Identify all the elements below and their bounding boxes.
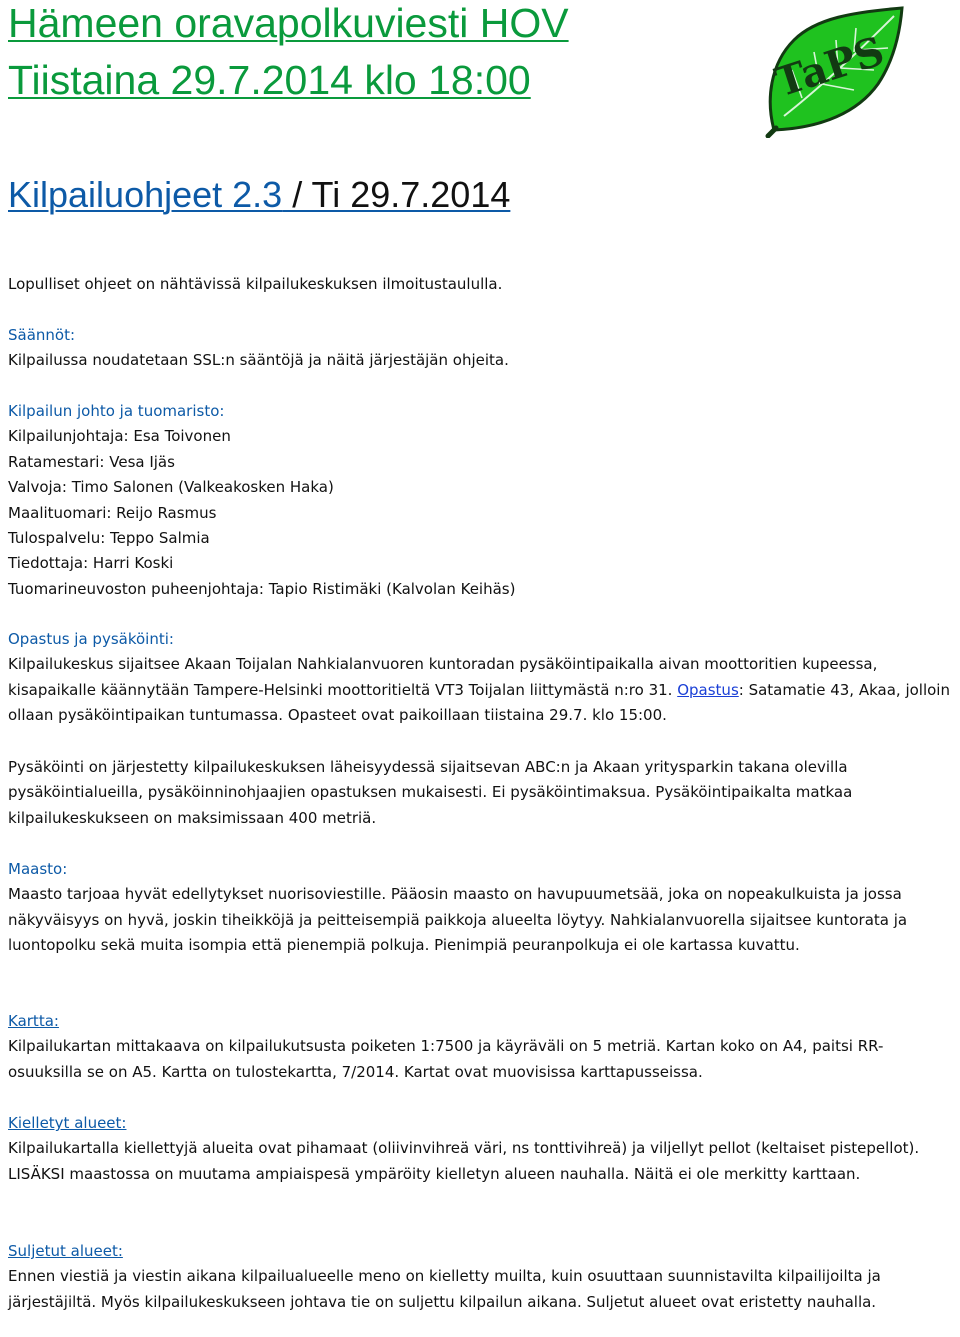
map-heading: Kartta: — [8, 1012, 59, 1030]
opastus-link[interactable]: Opastus — [677, 680, 739, 699]
official-item: Ratamestari: Vesa Ijäs — [8, 452, 175, 471]
closed-text: Ennen viestiä ja viestin aikana kilpailualueelle meno on kielletty muilta, kuin osuuttaan suunnistavilta kilpailijoilta ja järjestäjiltä. Myös kilpailukeskukseen johtava tie on suljettu kilpailun aikana. Suljetut alueet ovat eristetty nauhalla. — [8, 1267, 881, 1311]
closed-section — [8, 1239, 954, 1315]
rules-section — [8, 323, 954, 374]
guidance-section — [8, 627, 954, 729]
official-item: Tuomarineuvoston puheenjohtaja: Tapio Ristimäki (Kalvolan Keihäs) — [8, 579, 516, 598]
terrain-section — [8, 857, 954, 959]
map-section — [8, 1009, 954, 1085]
officials-heading: Kilpailun johto ja tuomaristo: — [8, 402, 225, 420]
rules-text: Kilpailussa noudatetaan SSL:n sääntöjä ja näitä järjestäjän ohjeita. — [8, 351, 509, 370]
official-item: Kilpailunjohtaja: Esa Toivonen — [8, 427, 231, 446]
forbidden-section — [8, 1111, 954, 1187]
page-title-line-2: Tiistaina 29.7.2014 klo 18:00 — [8, 57, 531, 103]
official-item: Maalituomari: Reijo Rasmus — [8, 503, 217, 522]
parking-section — [8, 755, 954, 831]
logo-lettering: TaPS — [769, 27, 890, 107]
parking-text: Pysäköinti on järjestetty kilpailukeskuksen läheisyydessä sijaitsevan ABC:n ja Akaan yritysparkin takana olevilla pysäköintialueilla, pysäköinninohjaajien opastuksen mukaisesti. Ei pysäköintimaksua. Pysäköintipaikalta matkaa kilpailukeskukseen on maksimissaan 400 metriä. — [8, 758, 853, 827]
guidance-text-end: : Satamatie 43, Akaa, jolloin ollaan pysäköintipaikan tuntumassa. Opasteet ovat paikoillaan tiistaina 29.7. klo 15:00. — [8, 680, 950, 725]
terrain-text: Maasto tarjoaa hyvät edellytykset nuorisoviestille. Pääosin maasto on havupuumetsää, joka on nopeakulkuista ja jossa näkyväisyys on hyvä, joskin tiheikköjä ja peitteisempiä paikkoja alueelta löytyy. Nahkialanvuorella sijaitsee kuntorata ja luontopolku sekä muita isompia että pienempiä polkuja. Pienimpiä peuranpolkuja ei ole kartassa kuvattu. — [8, 885, 908, 955]
official-item: Valvoja: Timo Salonen (Valkeakosken Haka) — [8, 478, 334, 497]
official-item: Tulospalvelu: Teppo Salmia — [8, 529, 210, 548]
intro-section — [8, 272, 954, 297]
page-title-line-1: Hämeen oravapolkuviesti HOV — [8, 0, 569, 46]
rules-heading: Säännöt: — [8, 326, 76, 344]
guidance-heading: Opastus ja pysäköinti: — [8, 630, 174, 648]
forbidden-heading: Kielletyt alueet: — [8, 1114, 127, 1132]
subtitle-part-1: Kilpailuohjeet 2.3 — [8, 174, 283, 215]
guidance-text — [8, 652, 954, 728]
guidance-text-start: Kilpailukeskus sijaitsee Akaan Toijalan Nahkialanvuoren kuntoradan pysäköintipaikalla aivan moottoritien kupeessa, kisapaikalle käännytään Tampere-Helsinki moottoritieltä VT3 Toijalan liittymästä n:ro 31. — [8, 655, 878, 699]
taps-leaf-logo — [762, 4, 912, 138]
closed-heading: Suljetut alueet: — [8, 1242, 123, 1260]
subtitle-part-2: / Ti 29.7.2014 — [282, 174, 511, 215]
official-item: Tiedottaja: Harri Koski — [8, 554, 174, 573]
page-subtitle — [8, 173, 510, 217]
officials-section — [8, 399, 954, 602]
forbidden-text: Kilpailukartalla kiellettyjä alueita ovat pihamaat (oliivinvihreä väri, ns tonttivihreä) ja viljellyt pellot (keltaiset pistepellot). LISÄKSI maastossa on muutama ampiaispesä ympäröity kielletyn alueen nauhalla. Näitä ei ole merkitty karttaan. — [8, 1139, 920, 1183]
map-text: Kilpailukartan mittakaava on kilpailukutsusta poiketen 1:7500 ja käyräväli on 5 metriä. Kartan koko on A4, paitsi RR-osuuksilla se on A5. Kartta on tulostekartta, 7/2014. Kartat ovat muovisissa karttapusseissa. — [8, 1037, 884, 1081]
intro-text: Lopulliset ohjeet on nähtävissä kilpailukeskuksen ilmoitustaululla. — [8, 275, 503, 293]
terrain-heading: Maasto: — [8, 860, 68, 878]
